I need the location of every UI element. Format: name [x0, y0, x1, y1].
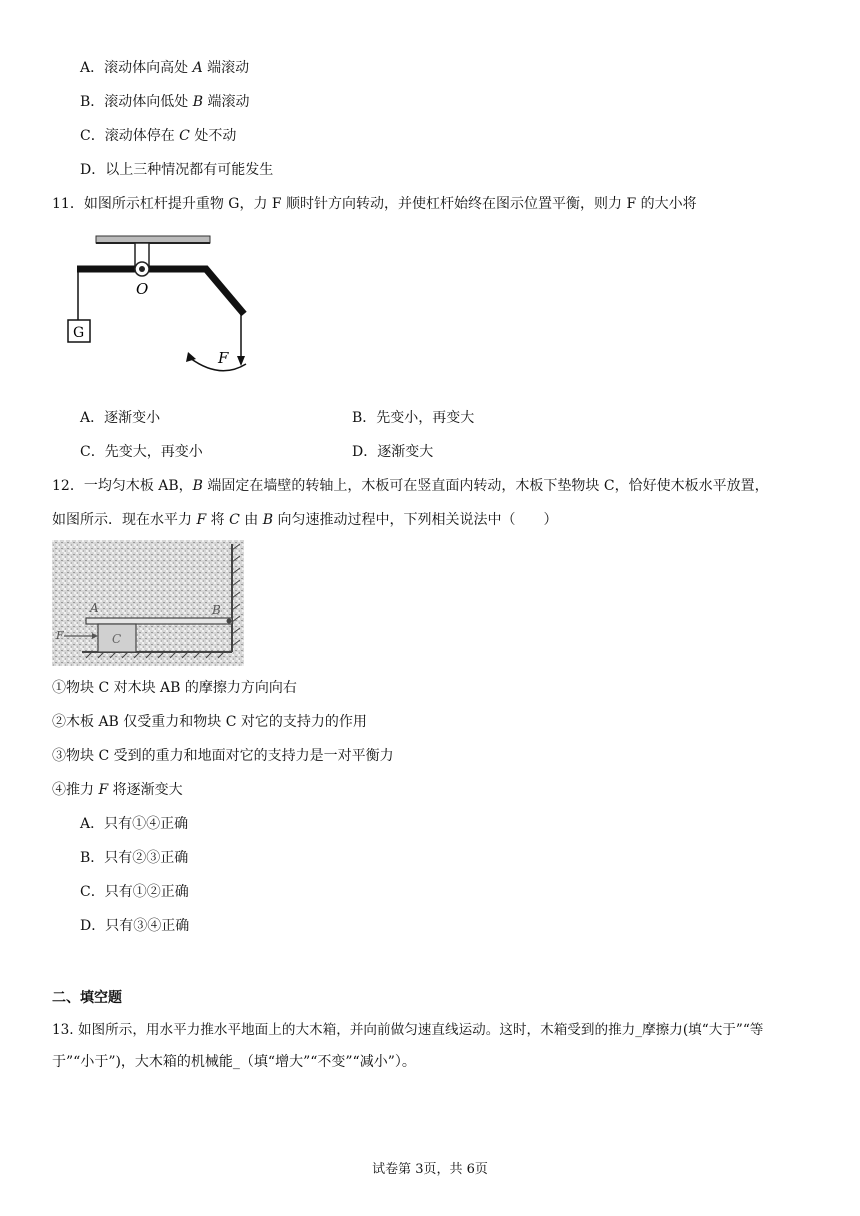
q12-stem-line2: 如图所示．现在水平力 F 将 C 由 B 向匀速推动过程中，下列相关说法中（ ） — [52, 512, 558, 528]
q12-statement-2: ②木板 AB 仅受重力和物块 C 对它的支持力的作用 — [52, 714, 367, 730]
label-f: F — [56, 629, 64, 642]
q12-statement-1: ①物块 C 对木块 AB 的摩擦力方向向右 — [52, 680, 297, 696]
q11-stem: 11．如图所示杠杆提升重物 G，力 F 顺时针方向转动，并使杠杆始终在图示位置平衡，则力 F 的大小将 — [52, 196, 697, 212]
q11-option-d: D．逐渐变大 — [352, 444, 434, 460]
q11-option-a: A．逐渐变小 — [80, 410, 161, 426]
page-footer: 试卷第 3页，共 6页 — [372, 1162, 488, 1177]
q12-statement-3: ③物块 C 受到的重力和地面对它的支持力是一对平衡力 — [52, 748, 394, 764]
q11-option-c: C．先变大，再变小 — [80, 444, 203, 460]
q12-option-a: A．只有①④正确 — [80, 816, 189, 832]
q13-line1: 13. 如图所示，用水平力推水平地面上的大木箱，并向前做匀速直线运动。这时，木箱受到的推力_摩擦力(填“大于”“等 — [52, 1022, 764, 1038]
q12-option-d: D．只有③④正确 — [80, 918, 190, 934]
force-label: F — [218, 349, 229, 367]
q12-option-c: C．只有①②正确 — [80, 884, 189, 900]
label-b: B — [212, 603, 221, 617]
q12-option-b: B．只有②③正确 — [80, 850, 189, 866]
weight-label: G — [73, 325, 85, 341]
label-c: C — [112, 632, 122, 646]
q10-option-b: B．滚动体向低处 B 端滚动 — [80, 94, 250, 110]
label-a: A — [90, 601, 99, 615]
q11-option-b: B．先变小，再变大 — [352, 410, 475, 426]
q12-statement-4: ④推力 F 将逐渐变大 — [52, 782, 183, 798]
q10-option-a: A．滚动体向高处 A 端滚动 — [80, 60, 250, 76]
q10-option-d: D．以上三种情况都有可能发生 — [80, 162, 274, 178]
q11-lever-figure — [60, 228, 260, 386]
q12-board-figure — [52, 540, 244, 666]
q13-line2: 于”“小于”)，大木箱的机械能_（填“增大”“不变”“减小”）。 — [52, 1054, 416, 1070]
q10-option-c: C．滚动体停在 C 处不动 — [80, 128, 237, 144]
pivot-label: O — [136, 280, 149, 298]
section-title: 二、填空题 — [52, 990, 122, 1006]
q12-stem-line1: 12．一均匀木板 AB，B 端固定在墙壁的转轴上，木板可在竖直面内转动，木板下垫物块 C，恰好使木板水平放置， — [52, 478, 769, 494]
